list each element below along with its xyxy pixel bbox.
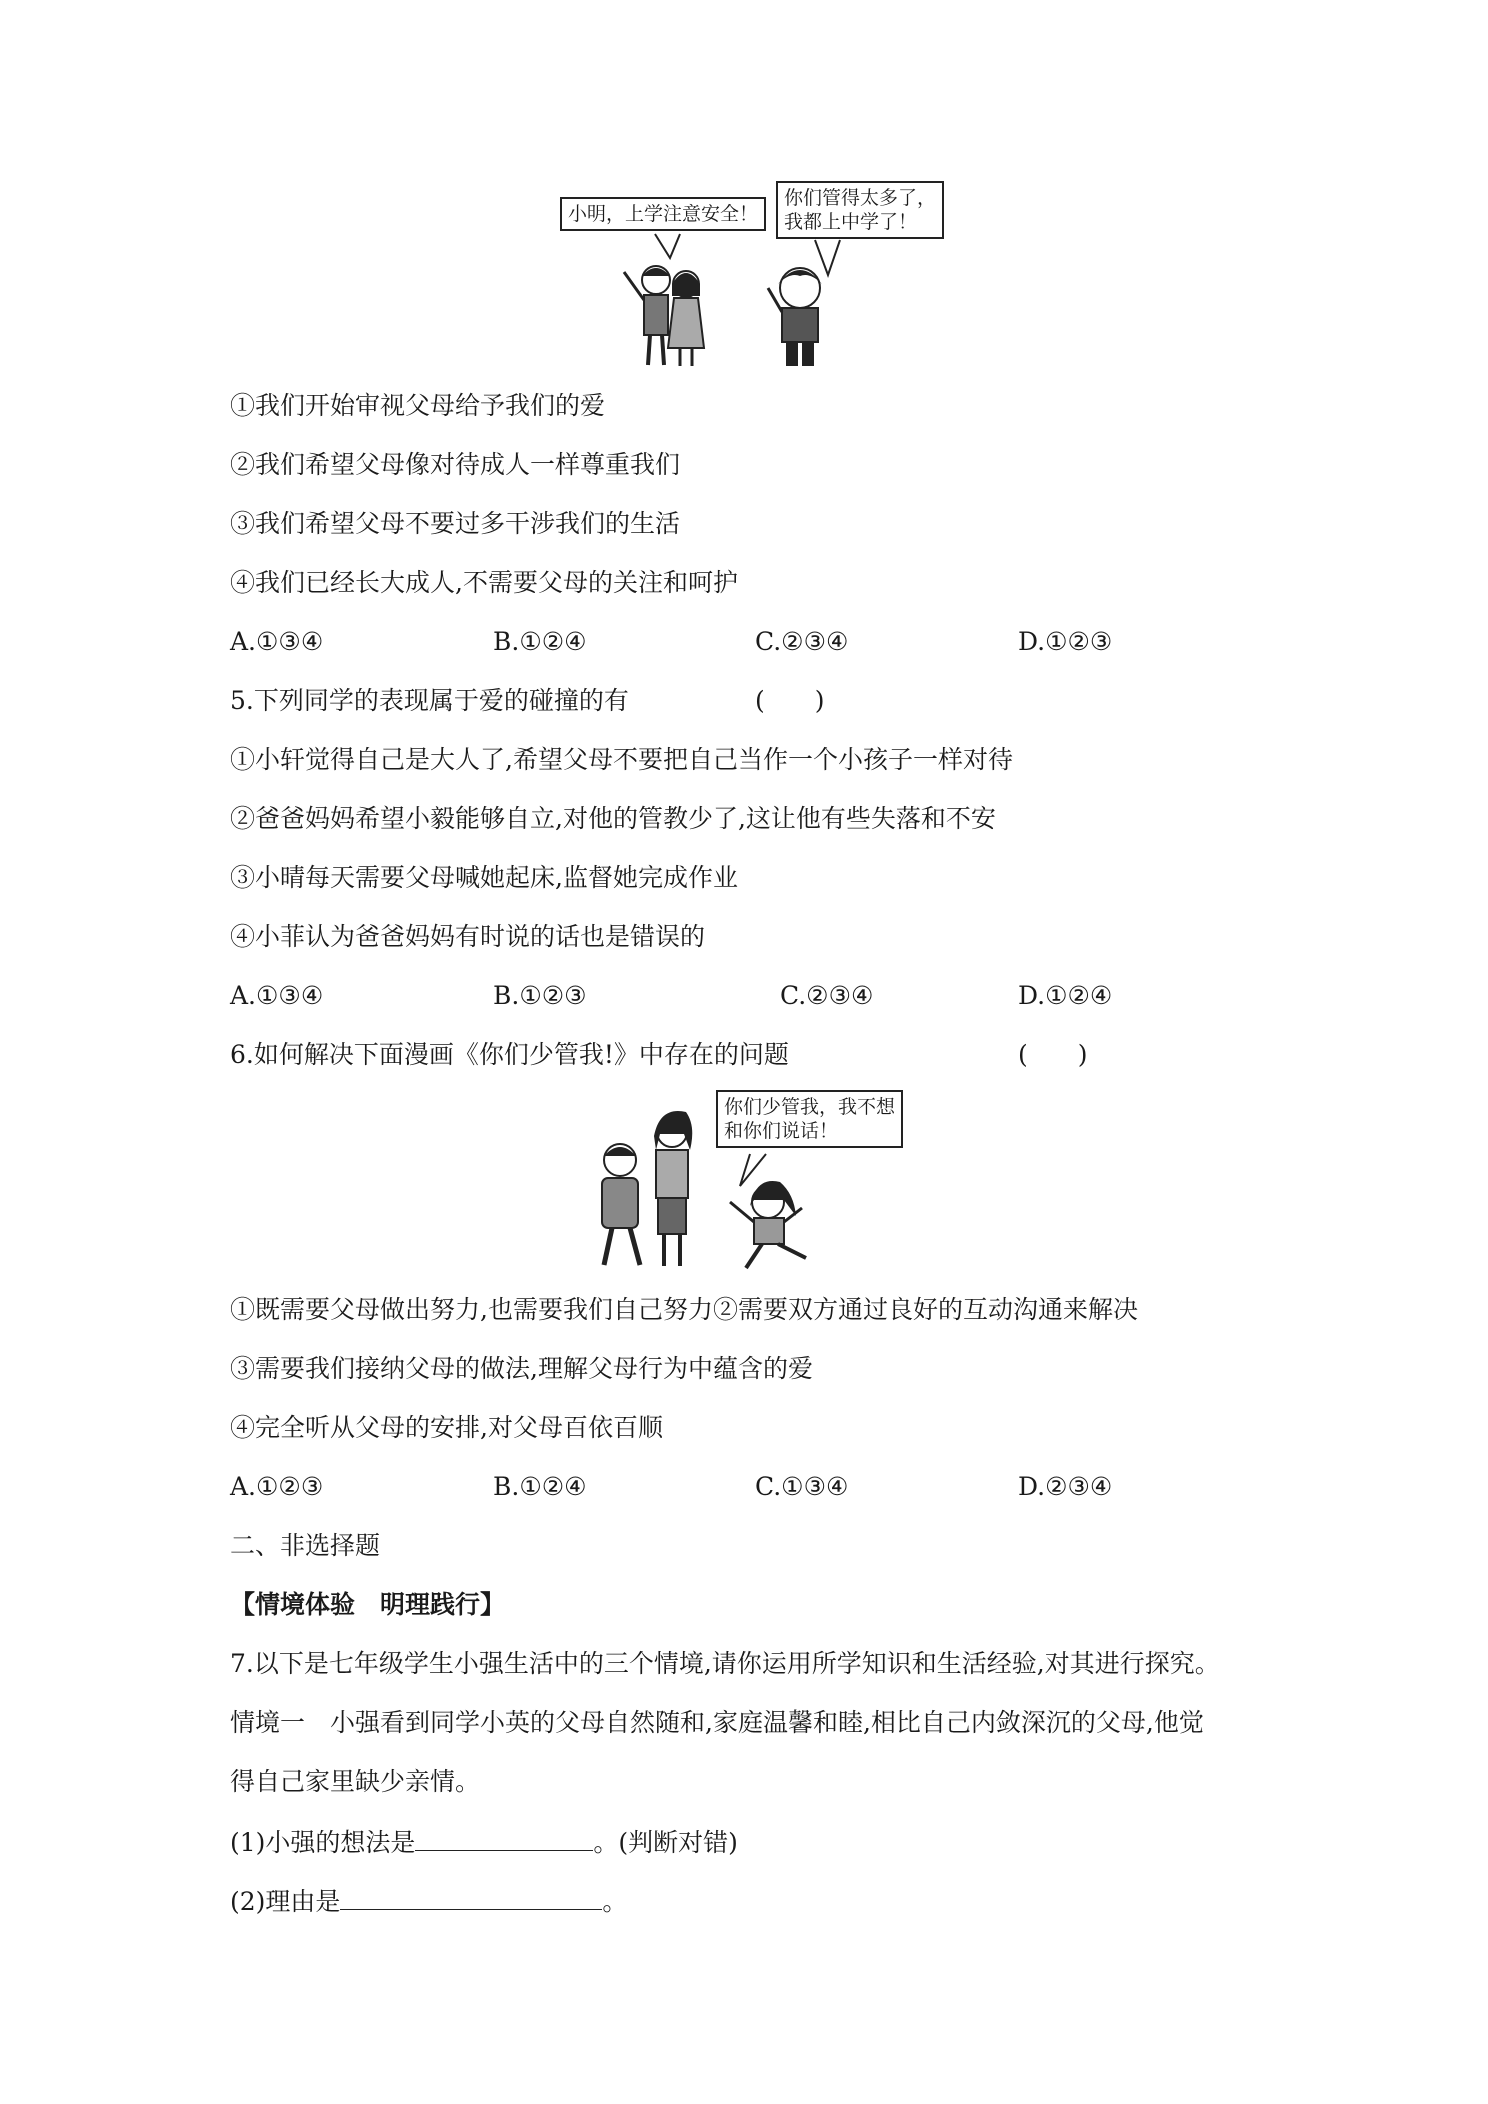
q6-option-b: B.①②④ xyxy=(493,1472,587,1501)
q7-sub2-suffix: 。 xyxy=(602,1887,628,1916)
section2-title: 二、非选择题 xyxy=(230,1531,381,1560)
q7-sub1-prefix: (1)小强的想法是 xyxy=(230,1828,416,1857)
q6-option-a: A.①②③ xyxy=(230,1472,324,1501)
cartoon2-child-speech-line2: 和你们说话！ xyxy=(724,1120,839,1142)
q4-option-b: B.①②④ xyxy=(493,627,587,656)
q5-item-3: ③小晴每天需要父母喊她起床,监督她完成作业 xyxy=(230,863,738,892)
q7-sub2-prefix: (2)理由是 xyxy=(230,1887,341,1916)
q4-option-a: A.①③④ xyxy=(230,627,324,656)
q5-option-b: B.①②③ xyxy=(493,981,587,1010)
q7-scene1-line1: 情境一 小强看到同学小英的父母自然随和,家庭温馨和睦,相比自己内敛深沉的父母,他觉 xyxy=(230,1708,1204,1737)
q5-option-a: A.①③④ xyxy=(230,981,324,1010)
cartoon1-illustration xyxy=(560,180,940,370)
q6-stem: 6.如何解决下面漫画《你们少管我!》中存在的问题 xyxy=(230,1040,789,1069)
q7-stem: 7.以下是七年级学生小强生活中的三个情境,请你运用所学知识和生活经验,对其进行探究。 xyxy=(230,1649,1220,1678)
q5-item-2: ②爸爸妈妈希望小毅能够自立,对他的管教少了,这让他有些失落和不安 xyxy=(230,804,996,833)
cartoon1-parents-speech: 小明，上学注意安全！ xyxy=(568,203,759,225)
q4-item-1: ①我们开始审视父母给予我们的爱 xyxy=(230,391,606,420)
q6-item-1: ①既需要父母做出努力,也需要我们自己努力②需要双方通过良好的互动沟通来解决 xyxy=(230,1295,1138,1324)
q7-scene1-line2: 得自己家里缺少亲情。 xyxy=(230,1767,481,1796)
cartoon2-child-speech-line1: 你们少管我，我不想 xyxy=(724,1096,896,1118)
q4-item-2: ②我们希望父母像对待成人一样尊重我们 xyxy=(230,450,681,479)
q7-sub1-suffix: 。(判断对错) xyxy=(593,1828,738,1857)
cartoon1-child-speech-line1: 你们管得太多了， xyxy=(784,187,937,209)
q6-answer-paren: ( ) xyxy=(1018,1040,1088,1069)
q4-item-4: ④我们已经长大成人,不需要父母的关注和呵护 xyxy=(230,568,738,597)
q6-option-c: C.①③④ xyxy=(755,1472,849,1501)
q4-item-3: ③我们希望父母不要过多干涉我们的生活 xyxy=(230,509,681,538)
q4-option-c: C.②③④ xyxy=(755,627,849,656)
q7-sub1-answer-blank[interactable] xyxy=(415,1824,593,1851)
q4-option-d: D.①②③ xyxy=(1018,627,1113,656)
q5-item-4: ④小菲认为爸爸妈妈有时说的话也是错误的 xyxy=(230,922,706,951)
q5-item-1: ①小轩觉得自己是大人了,希望父母不要把自己当作一个小孩子一样对待 xyxy=(230,745,1013,774)
q5-stem: 5.下列同学的表现属于爱的碰撞的有 xyxy=(230,686,629,715)
q5-answer-paren: ( ) xyxy=(755,686,825,715)
q7-sub2 xyxy=(230,1883,627,1919)
q7-sub1 xyxy=(230,1824,738,1860)
q5-option-d: D.①②④ xyxy=(1018,981,1113,1010)
q7-sub2-answer-blank[interactable] xyxy=(340,1883,602,1910)
q6-option-d: D.②③④ xyxy=(1018,1472,1113,1501)
cartoon1-child-speech-line2: 我都上中学了！ xyxy=(784,211,918,233)
section2-subtitle: 【情境体验 明理践行】 xyxy=(230,1590,506,1619)
q6-item-3: ④完全听从父母的安排,对父母百依百顺 xyxy=(230,1413,663,1442)
q6-item-2: ③需要我们接纳父母的做法,理解父母行为中蕴含的爱 xyxy=(230,1354,813,1383)
cartoon2-illustration xyxy=(580,1090,920,1275)
q5-option-c: C.②③④ xyxy=(780,981,874,1010)
